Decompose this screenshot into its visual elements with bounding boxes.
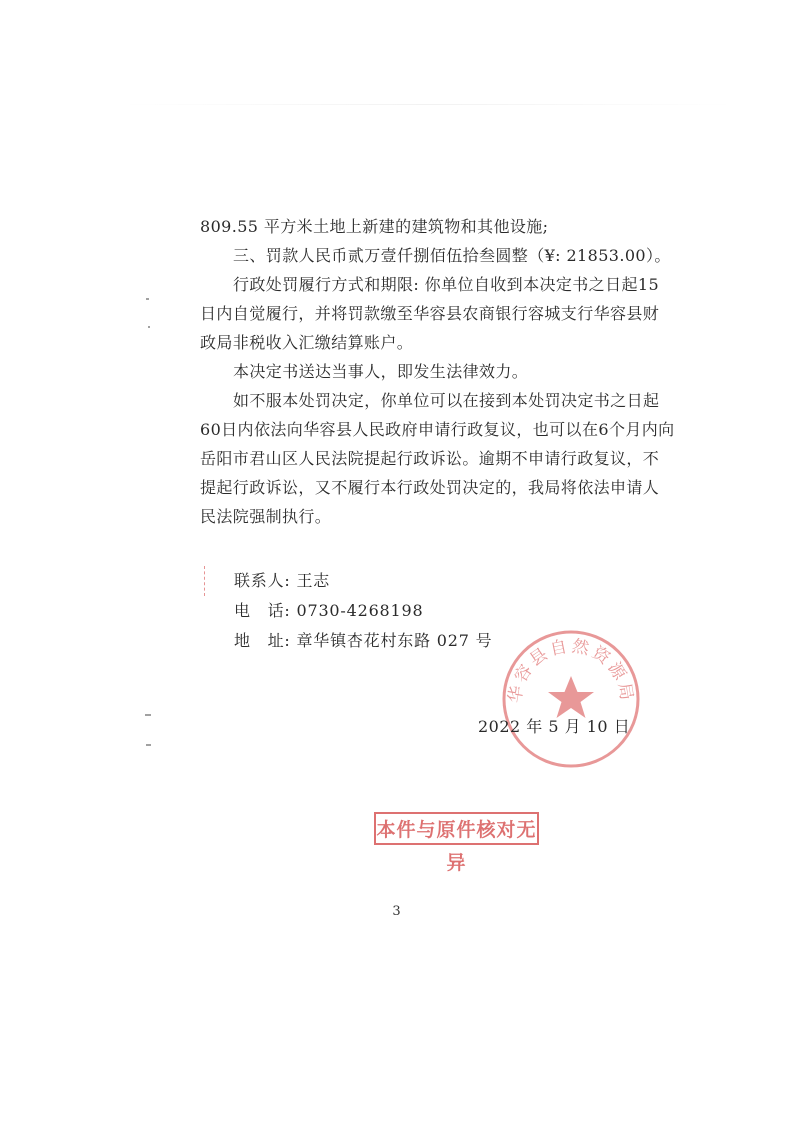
contact-address-value: 章华镇杏花村东路 027 号 [296, 631, 493, 650]
body-line-continuation: 809.55 平方米土地上新建的建筑物和其他设施; [200, 217, 549, 236]
seal-text: 华容县自然资源局 [505, 636, 637, 705]
certification-stamp: 本件与原件核对无异 [374, 812, 539, 845]
seal-star-icon [548, 676, 594, 718]
margin-mark [146, 744, 151, 746]
document-body [200, 212, 675, 531]
contact-address-row [234, 626, 492, 656]
penalty-fine-paragraph: 三、罚款人民币贰万壹仟捌佰伍拾叁圆整（¥: 21853.00）。 [233, 246, 671, 265]
payment-method-paragraph: 行政处罚履行方式和期限: 你单位自收到本决定书之日起15日内自觉履行，并将罚款缴至华容县农商银行容城支行华容县财政局非税收入汇缴结算账户。 [200, 275, 660, 352]
contact-block [234, 566, 492, 656]
contact-phone-label: 电 话: [234, 601, 291, 620]
contact-phone-value: 0730-4268198 [296, 601, 424, 620]
margin-mark [145, 714, 151, 716]
appeal-rights-paragraph: 如不服本处罚决定，你单位可以在接到本处罚决定书之日起60日内依法向华容县人民政府申请行政复议，也可以在6个月内向岳阳市君山区人民法院提起行政诉讼。逾期不申请行政复议，不提起行政诉讼，又不履行本行政处罚决定的，我局将依法申请人民法院强制执行。 [200, 391, 675, 526]
margin-bracket-mark [204, 566, 211, 596]
contact-person-value: 王志 [296, 571, 331, 590]
effective-paragraph: 本决定书送达当事人，即发生法律效力。 [233, 362, 529, 381]
contact-person-row [234, 566, 492, 596]
contact-phone-row [234, 596, 492, 626]
margin-mark [146, 298, 149, 300]
document-date: 2022 年 5 月 10 日 [478, 717, 631, 736]
contact-address-label: 地 址: [234, 631, 291, 650]
page-number: 3 [392, 904, 401, 919]
official-seal [500, 628, 642, 770]
margin-mark [148, 326, 150, 328]
scan-artifact-line [118, 104, 738, 105]
contact-person-label: 联系人: [234, 571, 291, 590]
